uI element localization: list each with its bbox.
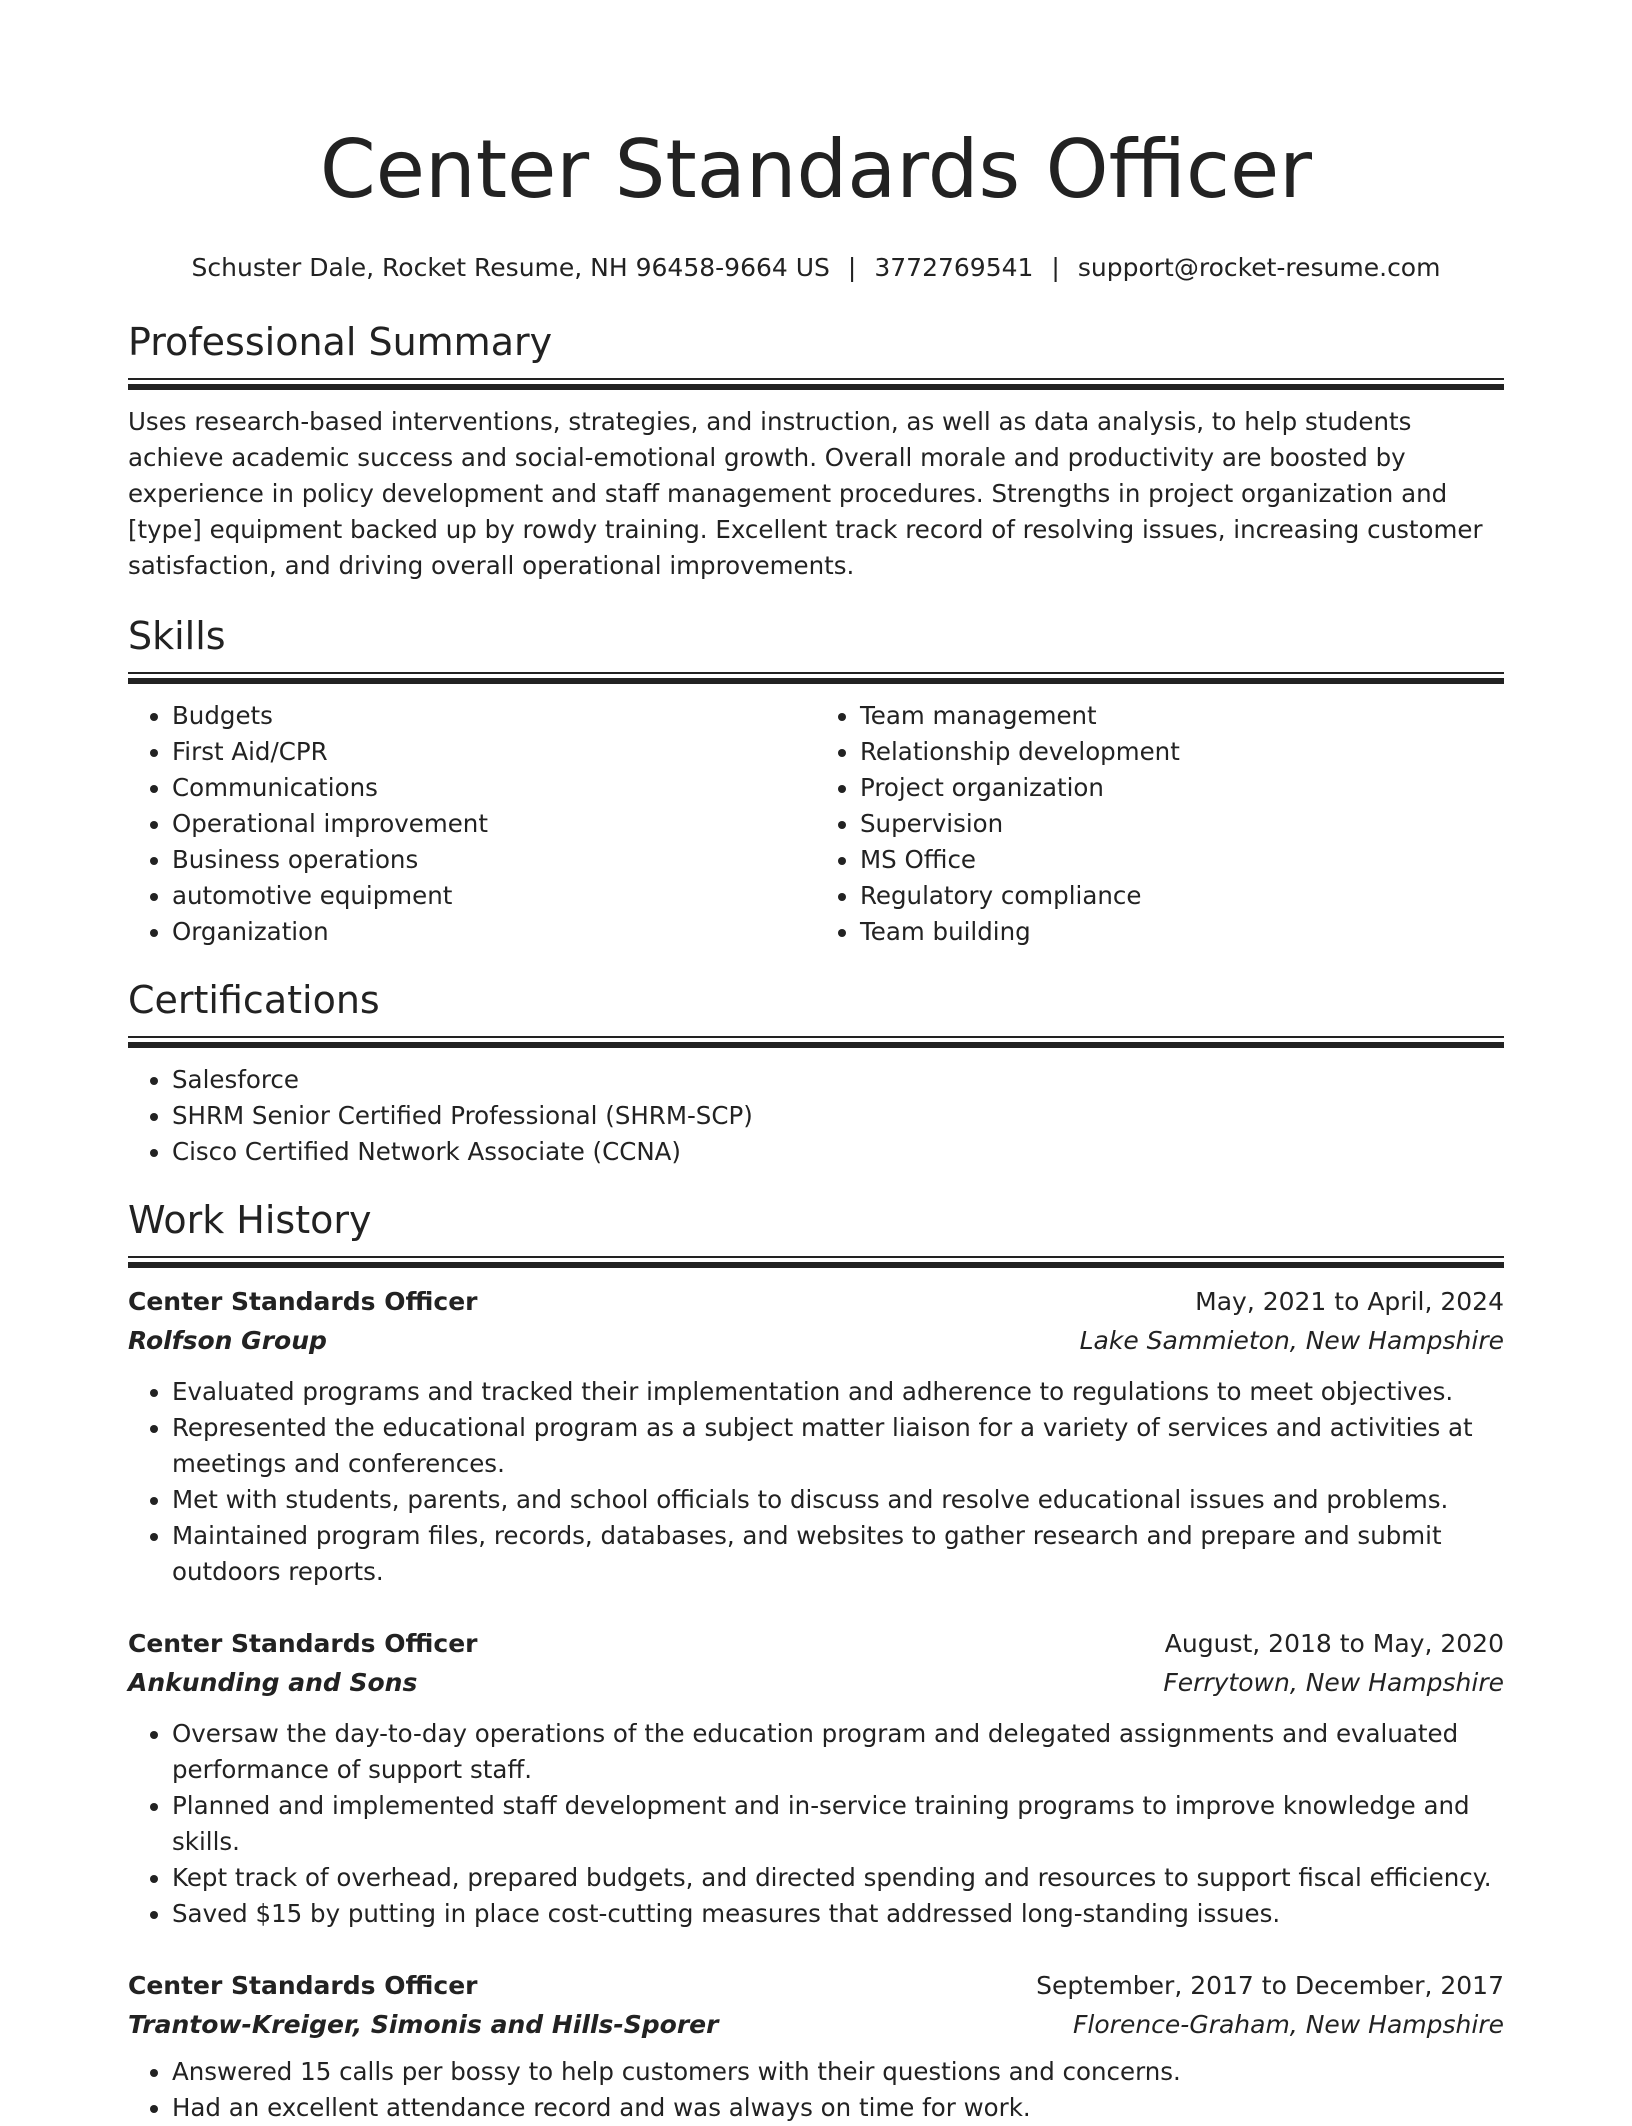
skill-item: • Project organization bbox=[860, 770, 1504, 806]
contact-separator: | bbox=[1051, 253, 1060, 282]
work-history-section bbox=[128, 1194, 1504, 2126]
certifications-section bbox=[128, 974, 1504, 1170]
job-location: Florence-Graham, New Hampshire bbox=[1073, 2010, 1504, 2039]
job-bullet: • Maintained program files, records, databases, and websites to gather research and prepare and submit outdoors reports. bbox=[172, 1518, 1504, 1590]
job-subheader bbox=[128, 1321, 1504, 1360]
job-bullet: • Saved $15 by putting in place cost-cutting measures that addressed long-standing issues. bbox=[172, 1896, 1504, 1932]
skill-item: • Regulatory compliance bbox=[860, 878, 1504, 914]
section-divider bbox=[128, 1256, 1504, 1268]
job-bullet: • Met with students, parents, and school officials to discuss and resolve educational issues and problems. bbox=[172, 1482, 1504, 1518]
certification-item: • Salesforce bbox=[172, 1062, 1504, 1098]
contact-phone: 3772769541 bbox=[874, 253, 1034, 282]
skills-heading: Skills bbox=[128, 614, 226, 658]
job-entry bbox=[128, 1624, 1504, 1932]
skill-item: • automotive equipment bbox=[172, 878, 816, 914]
contact-address: Schuster Dale, Rocket Resume, NH 96458-9664 US bbox=[191, 253, 830, 282]
skills-list-left bbox=[128, 698, 816, 950]
job-title: Center Standards Officer bbox=[128, 1287, 478, 1316]
skill-item: • Team management bbox=[860, 698, 1504, 734]
job-title: Center Standards Officer bbox=[128, 1971, 478, 2000]
job-company: Ankunding and Sons bbox=[128, 1668, 418, 1697]
job-location: Ferrytown, New Hampshire bbox=[1163, 1668, 1504, 1697]
section-divider bbox=[128, 378, 1504, 390]
contact-separator: | bbox=[847, 253, 857, 282]
certifications-list bbox=[128, 1062, 1504, 1170]
job-bullet: • Answered 15 calls per bossy to help customers with their questions and concerns. bbox=[172, 2054, 1504, 2090]
job-bullet: • Kept track of overhead, prepared budgets, and directed spending and resources to support fiscal efficiency. bbox=[172, 1860, 1504, 1896]
skill-item: • Team building bbox=[860, 914, 1504, 950]
job-bullet: • Evaluated programs and tracked their implementation and adherence to regulations to meet objectives. bbox=[172, 1374, 1504, 1410]
section-divider bbox=[128, 672, 1504, 684]
skill-item: • MS Office bbox=[860, 842, 1504, 878]
job-header bbox=[128, 1624, 1504, 1663]
job-bullets bbox=[128, 1716, 1504, 1932]
skill-item: • Communications bbox=[172, 770, 816, 806]
skill-item: • First Aid/CPR bbox=[172, 734, 816, 770]
contact-line bbox=[128, 250, 1504, 286]
skill-item: • Operational improvement bbox=[172, 806, 816, 842]
certification-item: • SHRM Senior Certified Professional (SHRM-SCP) bbox=[172, 1098, 1504, 1134]
job-dates: August, 2018 to May, 2020 bbox=[1164, 1629, 1504, 1658]
contact-email: support@rocket-resume.com bbox=[1077, 253, 1441, 282]
skills-columns bbox=[128, 698, 1504, 950]
job-entry bbox=[128, 1966, 1504, 2126]
job-title: Center Standards Officer bbox=[128, 1629, 478, 1658]
skills-section bbox=[128, 610, 1504, 950]
skills-list-right bbox=[816, 698, 1504, 950]
job-subheader bbox=[128, 2005, 1504, 2044]
summary-section bbox=[128, 316, 1504, 584]
job-bullet: • Represented the educational program as a subject matter liaison for a variety of services and activities at meetings and conferences. bbox=[172, 1410, 1504, 1482]
page-title: Center Standards Officer bbox=[319, 123, 1313, 216]
section-divider bbox=[128, 1036, 1504, 1048]
job-bullet: • Oversaw the day-to-day operations of the education program and delegated assignments and evaluated performance of support staff. bbox=[172, 1716, 1504, 1788]
job-bullets bbox=[128, 2054, 1504, 2126]
job-header bbox=[128, 1966, 1504, 2005]
job-company: Trantow-Kreiger, Simonis and Hills-Sporer bbox=[128, 2010, 719, 2039]
skill-item: • Relationship development bbox=[860, 734, 1504, 770]
job-company: Rolfson Group bbox=[128, 1326, 327, 1355]
job-dates: September, 2017 to December, 2017 bbox=[1036, 1971, 1504, 2000]
job-entry bbox=[128, 1282, 1504, 1590]
job-subheader bbox=[128, 1663, 1504, 1702]
job-bullet: • Had an excellent attendance record and was always on time for work. bbox=[172, 2090, 1504, 2126]
skill-item: • Budgets bbox=[172, 698, 816, 734]
certifications-heading: Certifications bbox=[128, 978, 380, 1022]
job-bullet: • Planned and implemented staff development and in-service training programs to improve knowledge and skills. bbox=[172, 1788, 1504, 1860]
summary-text: Uses research-based interventions, strategies, and instruction, as well as data analysis, to help students achieve academic success and social-emotional growth. Overall morale and productivity are boosted by experience in policy development and staff management procedures. Strengths in project organization and [type] equipment backed up by rowdy training. Excellent track record of resolving issues, increasing customer satisfaction, and driving overall operational improvements. bbox=[128, 407, 1483, 580]
job-header bbox=[128, 1282, 1504, 1321]
job-dates: May, 2021 to April, 2024 bbox=[1195, 1287, 1504, 1316]
summary-heading: Professional Summary bbox=[128, 320, 553, 364]
work-history-heading: Work History bbox=[128, 1198, 372, 1242]
job-location: Lake Sammieton, New Hampshire bbox=[1079, 1326, 1504, 1355]
skill-item: • Business operations bbox=[172, 842, 816, 878]
job-bullets bbox=[128, 1374, 1504, 1590]
skill-item: • Organization bbox=[172, 914, 816, 950]
skill-item: • Supervision bbox=[860, 806, 1504, 842]
certification-item: • Cisco Certified Network Associate (CCNA) bbox=[172, 1134, 1504, 1170]
